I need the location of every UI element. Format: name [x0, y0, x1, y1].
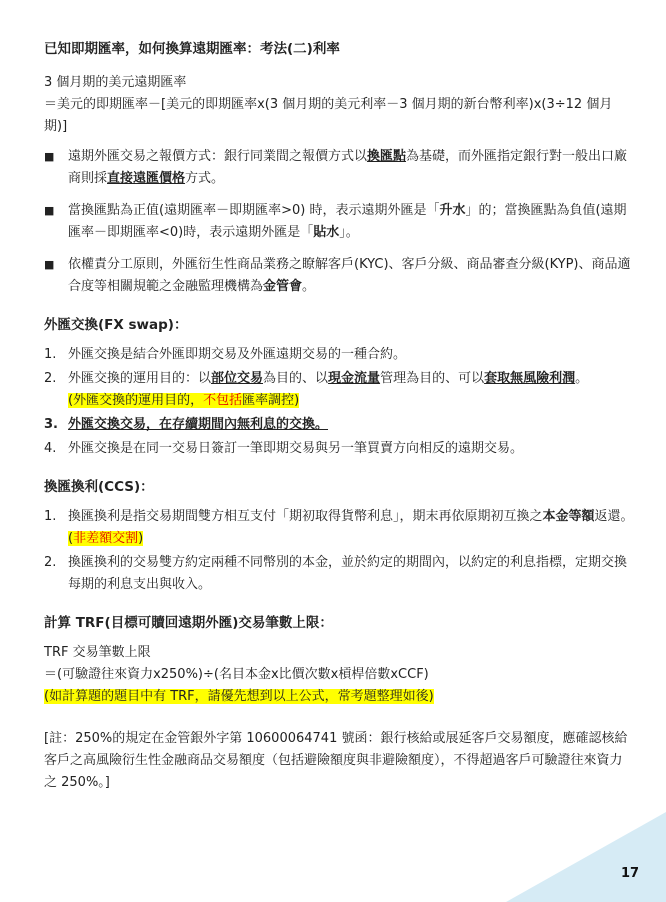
document-page	[44, 38, 634, 794]
trf-label: TRF 交易筆數上限	[44, 645, 151, 660]
square-bullet-icon: ■	[44, 258, 55, 271]
list-item: 4. 外匯交換是在同一交易日簽訂一筆即期交易與另一筆買賣方向相反的遠期交易。	[44, 441, 524, 456]
square-bullet-icon: ■	[44, 204, 55, 217]
regulation-note: [註：250%的規定在金管銀外字第 10600064741 號函：銀行核給或展延客戶交易額度，應確認核給客戶之高風險衍生性金融商品交易額度（包括避險額度與非避險額度），不得超過客戶可驗證往來資力之 250%。]	[44, 731, 628, 790]
trf-formula: ＝(可驗證往來資力x250%)÷(名目本金x比價次數x槓桿倍數xCCF)	[44, 667, 429, 682]
list-item: 2. 換匯換利的交易雙方約定兩種不同幣別的本金，並於約定的期間內，以約定的利息指標，定期交換每期的利息支出與收入。	[44, 555, 628, 592]
section-title-forward-rate: 已知即期匯率，如何換算遠期匯率：考法(二)利率	[44, 41, 340, 57]
corner-decoration	[506, 812, 666, 902]
trf-highlight-note: (如計算題的題目中有 TRF，請優先想到以上公式，常考題整理如後)	[44, 689, 434, 704]
bullet-item-swap-points: ■ 當換匯點為正值(遠期匯率－即期匯率>0) 時，表示遠期外匯是「升水」的；當換匯點為負值(遠期匯率－即期匯率<0)時，表示遠期外匯是「貼水」。	[44, 200, 634, 244]
square-bullet-icon: ■	[44, 150, 55, 163]
section-title-ccs: 換匯換利(CCS)：	[44, 479, 154, 495]
section-title-trf: 計算 TRF(目標可贖回遠期外匯)交易筆數上限：	[44, 615, 333, 631]
page-number: 17	[621, 866, 640, 881]
list-item: 1. 換匯換利是指交易期間雙方相互支付「期初取得貨幣利息」，期末再依原期初互換之本金等額返還。(非差額交割)	[44, 509, 634, 546]
highlight-note: (外匯交換的運用目的，不包括匯率調控)	[68, 393, 300, 408]
highlight-note: (非差額交割)	[68, 531, 144, 546]
bullet-item-quote-method: ■ 遠期外匯交易之報價方式：銀行同業間之報價方式以換匯點為基礎，而外匯指定銀行對一般出口廠商則採直接遠匯價格方式。	[44, 146, 634, 190]
list-item: 2. 外匯交換的運用目的：以部位交易為目的、以現金流量管理為目的、可以套取無風險利潤。 (外匯交換的運用目的，不包括匯率調控)	[44, 371, 589, 408]
list-item: 3. 外匯交換交易，在存續期間內無利息的交換。	[44, 417, 329, 432]
forward-rate-formula: ＝美元的即期匯率－[美元的即期匯率x(3 個月期的美元利率－3 個月期的新台幣利率)x(3÷12 個月期)]	[44, 97, 613, 134]
forward-rate-subtitle: 3 個月期的美元遠期匯率	[44, 75, 187, 90]
section-title-fx-swap: 外匯交換(FX swap)：	[44, 317, 188, 333]
bullet-item-regulator: ■ 依權責分工原則，外匯衍生性商品業務之瞭解客戶(KYC)、客戶分級、商品審查分級(KYP)、商品適合度等相關規範之金融監理機構為金管會。	[44, 254, 634, 298]
list-item: 1. 外匯交換是結合外匯即期交易及外匯遠期交易的一種合約。	[44, 347, 407, 362]
